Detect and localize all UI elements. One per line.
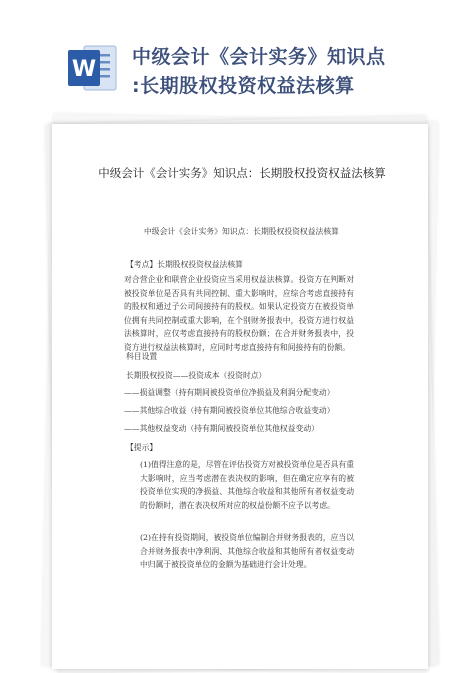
account-line-oci: ——其他综合收益（持有期间被投资单位其他综合收益变动） bbox=[124, 406, 335, 415]
word-document-icon bbox=[64, 40, 120, 96]
account-line-investment-cost: 长期股权投资——投资成本（投资时点） bbox=[126, 371, 267, 380]
svg-text:W: W bbox=[71, 57, 97, 82]
section-heading-kemu: 科目设置 bbox=[126, 352, 158, 361]
paragraph-body1: 对合营企业和联营企业投资应当采用权益法核算。投资方在判断对被投资单位是否具有共同控制、重大影响时，应综合考虑直接持有的股权和通过子公司间接持有的股权。如果认定投资方在被投资单位拥有共同控制或重大影响，在个别财务报表中，投资方进行权益法核算时，应仅考虑直接持有的股权份额；在合并财务报表中，投资方进行权益法核算时，应同时考虑直接持有和间接持有的份额。 bbox=[124, 275, 354, 352]
header-title-line1: 中级会计《会计实务》知识点 bbox=[132, 46, 386, 68]
document-subtitle: 中级会计《会计实务》知识点：长期股权投资权益法核算 bbox=[144, 227, 339, 236]
account-line-other-equity: ——其他权益变动（持有期间被投资单位其他权益变动） bbox=[124, 424, 319, 433]
header-banner bbox=[0, 0, 474, 118]
section-heading-kaodian: 【考点】长期股权投资权益法核算 bbox=[126, 260, 243, 269]
document-title: 中级会计《会计实务》知识点：长期股权投资权益法核算 bbox=[98, 166, 386, 180]
paragraph-note1: (1)值得注意的是，尽管在评估投资方对被投资单位是否具有重大影响时，应当考虑潜在表决权的影响，但在确定应享有的被投资单位实现的净损益、其他综合收益和其他所有者权益变动的份额时，潜在表决权所对应的权益份额不应予以考虑。 bbox=[140, 460, 354, 510]
header-title-line2: :长期股权投资权益法核算 bbox=[132, 75, 355, 97]
account-line-profit-loss: ——损益调整（持有期间被投资单位净损益及利润分配变动） bbox=[124, 388, 335, 397]
paragraph-note2: (2)在持有投资期间，被投资单位编制合并财务报表的，应当以合并财务报表中净利润、其他综合收益和其他所有者权益变动中归属于被投资单位的金额为基础进行会计处理。 bbox=[140, 533, 354, 570]
document-page bbox=[52, 124, 428, 669]
section-heading-tishi: 【提示】 bbox=[126, 443, 158, 452]
